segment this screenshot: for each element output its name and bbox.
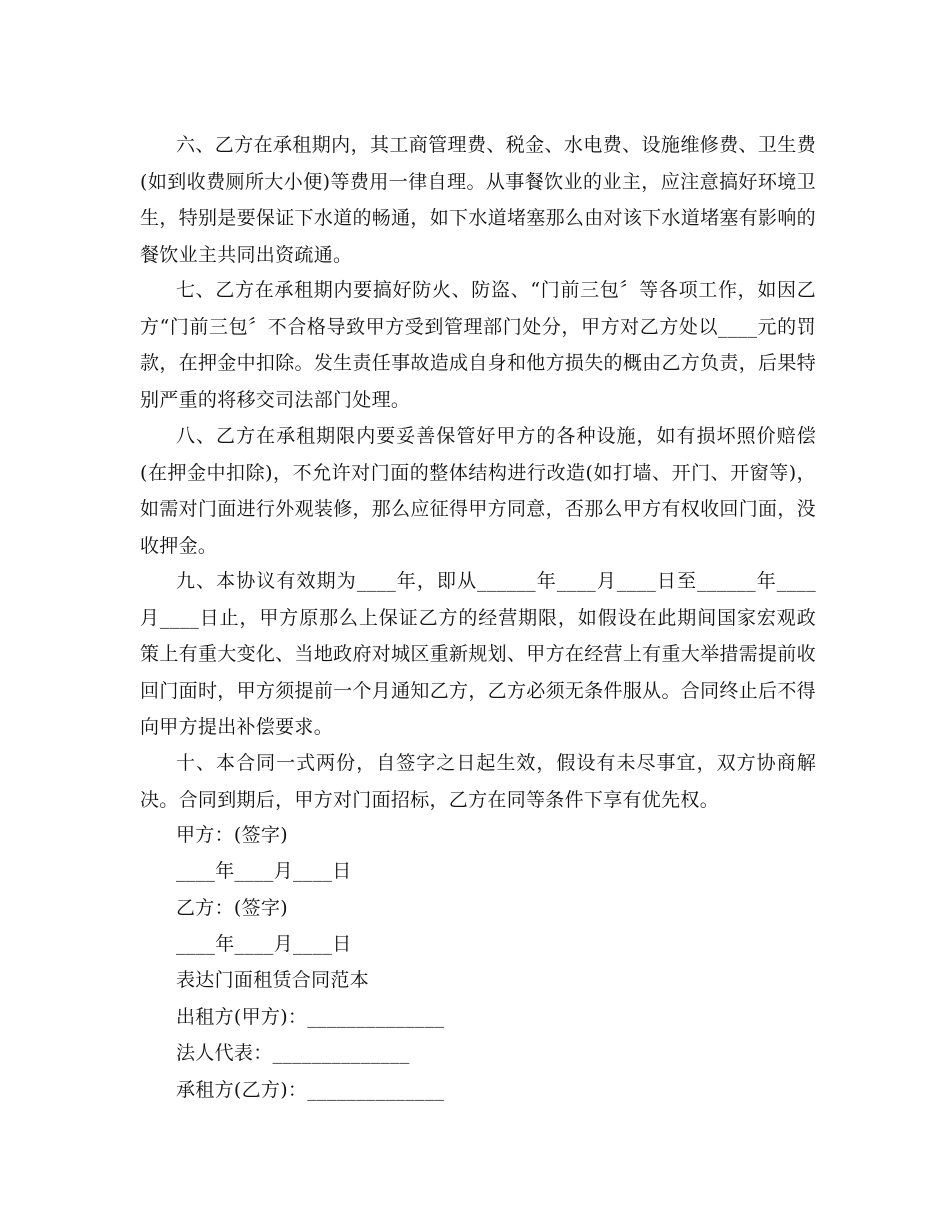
lessor-field: 出租方(甲方)：______________ <box>176 1006 445 1028</box>
clause-ten: 十、本合同一式两份，自签字之日起生效，假设有未尽事宜，双方协商解决。合同到期后，甲方对门面招标，乙方在同等条件下享有优先权。 <box>140 752 816 811</box>
clause-nine: 九、本协议有效期为____年，即从______年____月____日至______年____月____日止，甲方原那么上保证乙方的经营期限，如假设在此期间国家宏观政策上有重大变化、当地政府对城区重新规划、甲方在经营上有重大举措需提前收回门面时，甲方须提前一个月通知乙方，乙方必须无条件服从。合同终止后不得向甲方提出补偿要求。 <box>140 570 816 738</box>
clause-eight: 八、乙方在承租期限内要妥善保管好甲方的各种设施，如有损坏照价赔偿(在押金中扣除)，不允许对门面的整体结构进行改造(如打墙、开门、开窗等)，如需对门面进行外观装修，那么应征得甲方同意，否那么甲方有权收回门面，没收押金。 <box>140 425 816 557</box>
party-a-date: ____年____月____日 <box>176 860 352 882</box>
lessee-field: 承租方(乙方)：______________ <box>176 1079 445 1101</box>
clause-six: 六、乙方在承租期内，其工商管理费、税金、水电费、设施维修费、卫生费(如到收费厕所大小便)等费用一律自理。从事餐饮业的业主，应注意搞好环境卫生，特别是要保证下水道的畅通，如下水道堵塞那么由对该下水道堵塞有影响的餐饮业主共同出资疏通。 <box>140 134 816 266</box>
clause-seven: 七、乙方在承租期内要搞好防火、防盗、“门前三包〞等各项工作，如因乙方“门前三包〞不合格导致甲方受到管理部门处分，甲方对乙方处以____元的罚款，在押金中扣除。发生责任事故造成自身和他方损失的概由乙方负责，后果特别严重的将移交司法部门处理。 <box>140 279 816 411</box>
party-a-signature: 甲方：(签字) <box>176 824 288 846</box>
party-b-date: ____年____月____日 <box>176 933 352 955</box>
next-contract-title: 表达门面租赁合同范本 <box>176 969 370 991</box>
legal-representative-field: 法人代表：______________ <box>176 1042 410 1064</box>
party-b-signature: 乙方：(签字) <box>176 897 288 919</box>
